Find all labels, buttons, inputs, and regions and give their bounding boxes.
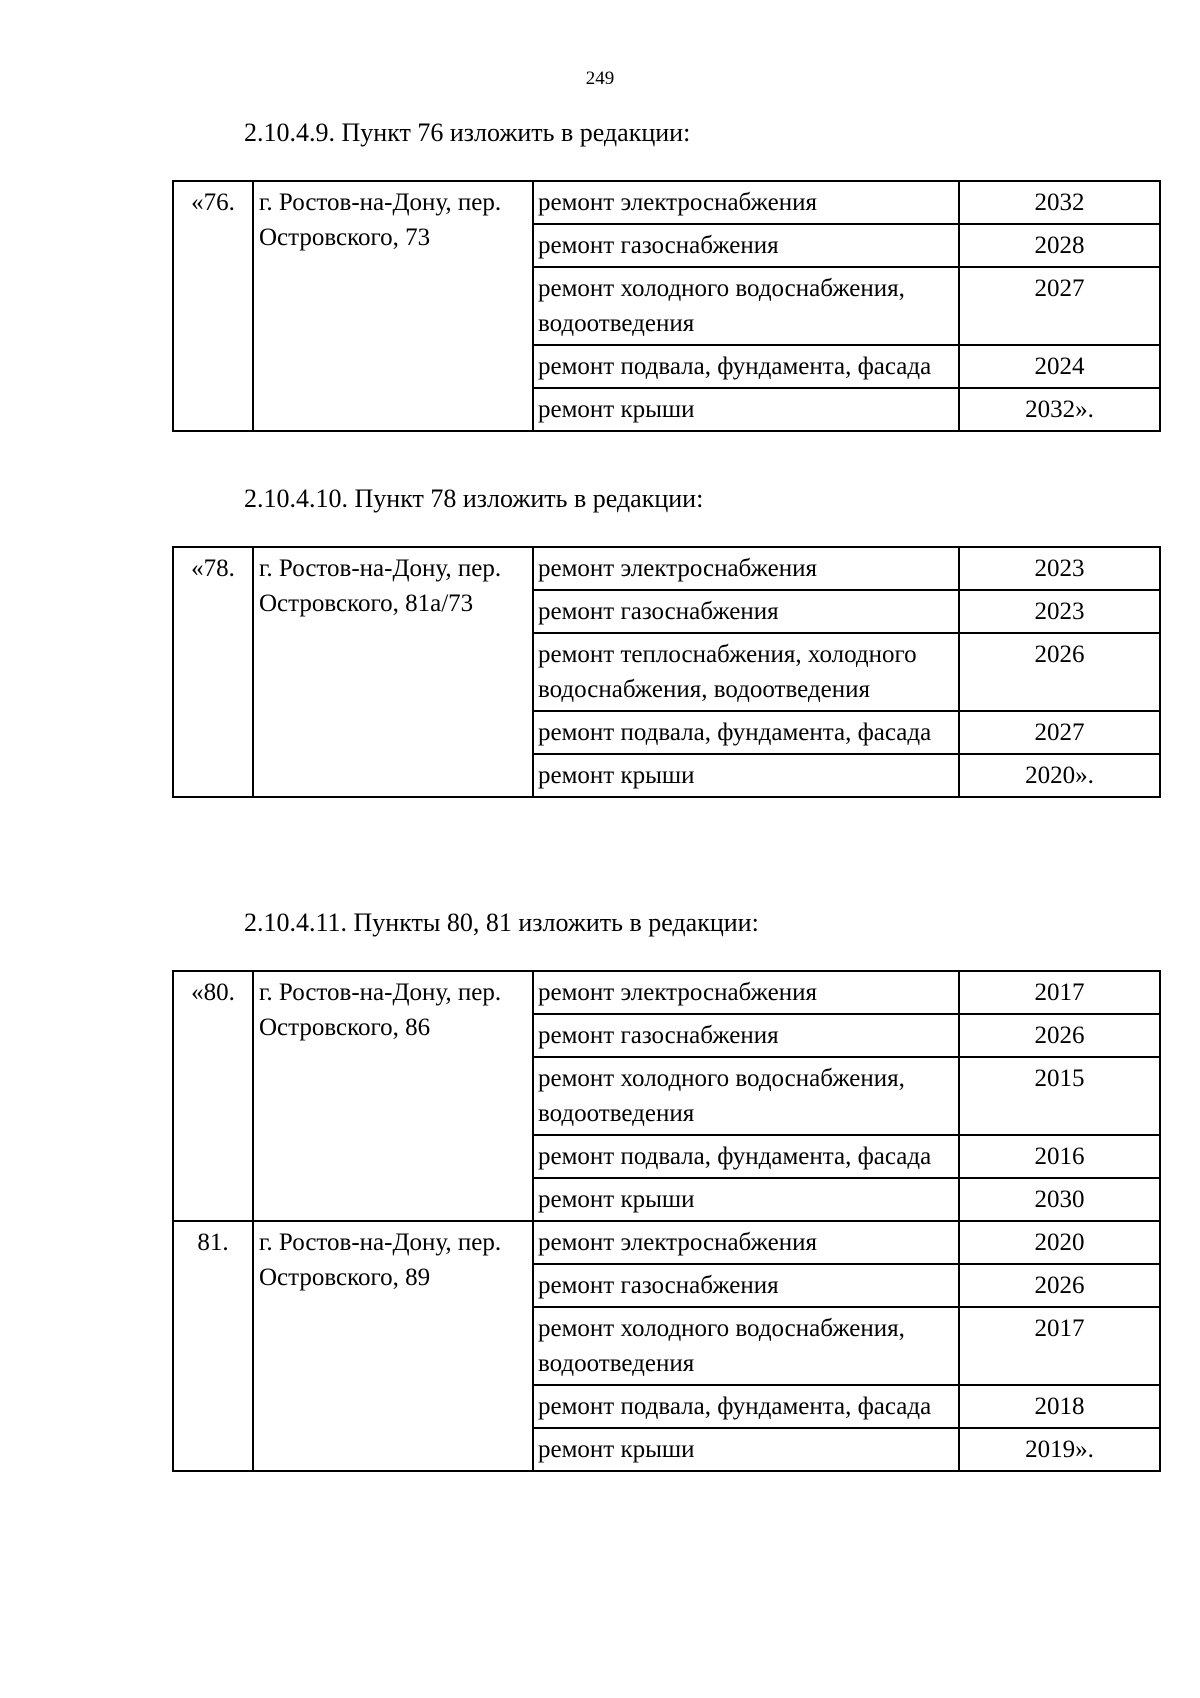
repair-table bbox=[172, 546, 1161, 798]
work-name: ремонт крыши bbox=[533, 754, 959, 797]
work-name: ремонт подвала, фундамента, фасада bbox=[533, 711, 959, 754]
work-name: ремонт подвала, фундамента, фасада bbox=[533, 1135, 959, 1178]
item-number: «76. bbox=[173, 181, 253, 431]
table-row bbox=[173, 181, 1160, 224]
work-name: ремонт электроснабжения bbox=[533, 547, 959, 590]
work-year: 2015 bbox=[959, 1057, 1160, 1135]
page-number: 249 bbox=[585, 68, 615, 89]
work-name: ремонт теплоснабжения, холодного водоснабжения, водоотведения bbox=[533, 633, 959, 711]
work-year: 2026 bbox=[959, 1014, 1160, 1057]
item-number: 81. bbox=[173, 1221, 253, 1471]
item-number: «80. bbox=[173, 971, 253, 1221]
table-row bbox=[173, 1221, 1160, 1264]
work-name: ремонт электроснабжения bbox=[533, 181, 959, 224]
work-name: ремонт электроснабжения bbox=[533, 971, 959, 1014]
work-year: 2017 bbox=[959, 1307, 1160, 1385]
work-year: 2030 bbox=[959, 1178, 1160, 1221]
work-name: ремонт крыши bbox=[533, 1428, 959, 1471]
work-name: ремонт крыши bbox=[533, 1178, 959, 1221]
item-address: г. Ростов-на-Дону, пер. Островского, 86 bbox=[253, 971, 533, 1221]
work-year: 2028 bbox=[959, 224, 1160, 267]
work-year: 2027 bbox=[959, 267, 1160, 345]
work-name: ремонт газоснабжения bbox=[533, 1014, 959, 1057]
work-name: ремонт газоснабжения bbox=[533, 224, 959, 267]
work-year: 2020 bbox=[959, 1221, 1160, 1264]
work-year: 2016 bbox=[959, 1135, 1160, 1178]
item-address: г. Ростов-на-Дону, пер. Островского, 89 bbox=[253, 1221, 533, 1471]
table-row bbox=[173, 547, 1160, 590]
work-name: ремонт подвала, фундамента, фасада bbox=[533, 1385, 959, 1428]
table-row bbox=[173, 971, 1160, 1014]
work-year: 2018 bbox=[959, 1385, 1160, 1428]
work-name: ремонт газоснабжения bbox=[533, 1264, 959, 1307]
work-year: 2023 bbox=[959, 547, 1160, 590]
section-heading: 2.10.4.10. Пункт 78 изложить в редакции: bbox=[244, 484, 704, 513]
work-year: 2026 bbox=[959, 633, 1160, 711]
work-name: ремонт электроснабжения bbox=[533, 1221, 959, 1264]
work-name: ремонт холодного водоснабжения, водоотведения bbox=[533, 1057, 959, 1135]
work-name: ремонт холодного водоснабжения, водоотведения bbox=[533, 1307, 959, 1385]
section-heading: 2.10.4.9. Пункт 76 изложить в редакции: bbox=[244, 118, 691, 147]
work-year: 2024 bbox=[959, 345, 1160, 388]
work-name: ремонт подвала, фундамента, фасада bbox=[533, 345, 959, 388]
item-address: г. Ростов-на-Дону, пер. Островского, 81а/73 bbox=[253, 547, 533, 797]
section-heading: 2.10.4.11. Пункты 80, 81 изложить в редакции: bbox=[244, 908, 759, 937]
item-address: г. Ростов-на-Дону, пер. Островского, 73 bbox=[253, 181, 533, 431]
work-year: 2017 bbox=[959, 971, 1160, 1014]
work-name: ремонт холодного водоснабжения, водоотведения bbox=[533, 267, 959, 345]
work-year: 2023 bbox=[959, 590, 1160, 633]
repair-table bbox=[172, 180, 1161, 432]
work-year: 2027 bbox=[959, 711, 1160, 754]
work-name: ремонт крыши bbox=[533, 388, 959, 431]
work-year: 2032 bbox=[959, 181, 1160, 224]
work-year: 2020». bbox=[959, 754, 1160, 797]
work-year: 2032». bbox=[959, 388, 1160, 431]
work-year: 2026 bbox=[959, 1264, 1160, 1307]
repair-table bbox=[172, 970, 1161, 1472]
work-name: ремонт газоснабжения bbox=[533, 590, 959, 633]
work-year: 2019». bbox=[959, 1428, 1160, 1471]
item-number: «78. bbox=[173, 547, 253, 797]
